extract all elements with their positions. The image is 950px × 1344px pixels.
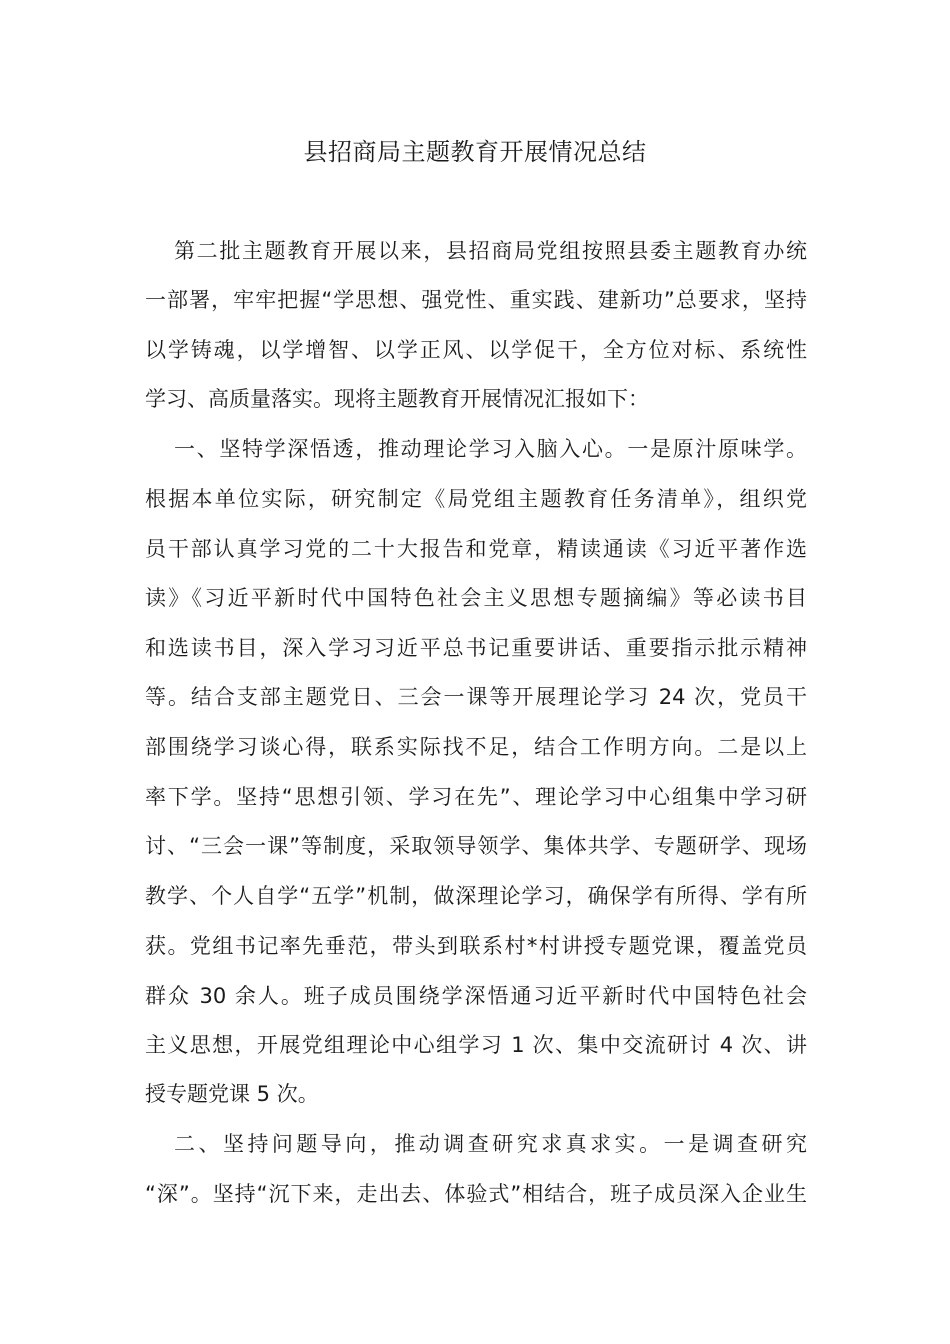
paragraph-line: 部围绕学习谈心得，联系实际找不足，结合工作明方向。二是以上 — [145, 735, 807, 759]
paragraph-line: 一、坚特学深悟透，推动理论学习入脑入心。一是原汁原味学。 — [174, 437, 807, 461]
paragraph-line: 读》《习近平新时代中国特色社会主义思想专题摘编》等必读书目 — [145, 586, 807, 610]
paragraph-line: 学习、高质量落实。现将主题教育开展情况汇报如下： — [145, 387, 649, 411]
paragraph-line: 获。党组书记率先垂范，带头到联系村*村讲授专题党课，覆盖党员 — [145, 934, 807, 958]
paragraph-line: 以学铸魂，以学增智、以学正风、以学促干，全方位对标、系统性 — [145, 338, 807, 362]
paragraph-line: 群众 30 余人。班子成员围绕学深悟通习近平新时代中国特色社会 — [145, 984, 807, 1008]
paragraph-line: 等。结合支部主题党日、三会一课等开展理论学习 24 次，党员干 — [145, 685, 807, 709]
paragraph-line: 和选读书目，深入学习习近平总书记重要讲话、重要指示批示精神 — [145, 636, 807, 660]
paragraph-line: 二、坚持问题导向，推动调查研究求真求实。一是调查研究 — [174, 1132, 807, 1156]
paragraph-line: 授专题党课 5 次。 — [145, 1082, 319, 1106]
paragraph-line: 讨、“三会一课”等制度，采取领导领学、集体共学、专题研学、现场 — [145, 834, 807, 858]
paragraph-line: 率下学。坚持“思想引领、学习在先”、理论学习中心组集中学习研 — [145, 785, 807, 809]
paragraph-line: “深”。坚持“沉下来，走出去、体验式”相结合，班子成员深入企业生 — [145, 1182, 807, 1206]
paragraph-line: 员干部认真学习党的二十大报告和党章，精读通读《习近平著作选 — [145, 537, 807, 561]
document-title: 县招商局主题教育开展情况总结 — [303, 138, 647, 166]
paragraph-line: 一部署，牢牢把握“学思想、强党性、重实践、建新功”总要求，坚持 — [145, 288, 807, 312]
paragraph-line: 教学、个人自学“五学”机制，做深理论学习，确保学有所得、学有所 — [145, 884, 807, 908]
paragraph-line: 第二批主题教育开展以来，县招商局党组按照县委主题教育办统 — [174, 239, 807, 263]
paragraph-line: 主义思想，开展党组理论中心组学习 1 次、集中交流研讨 4 次、讲 — [145, 1033, 807, 1057]
paragraph-line: 根据本单位实际，研究制定《局党组主题教育任务清单》，组织党 — [145, 487, 807, 511]
